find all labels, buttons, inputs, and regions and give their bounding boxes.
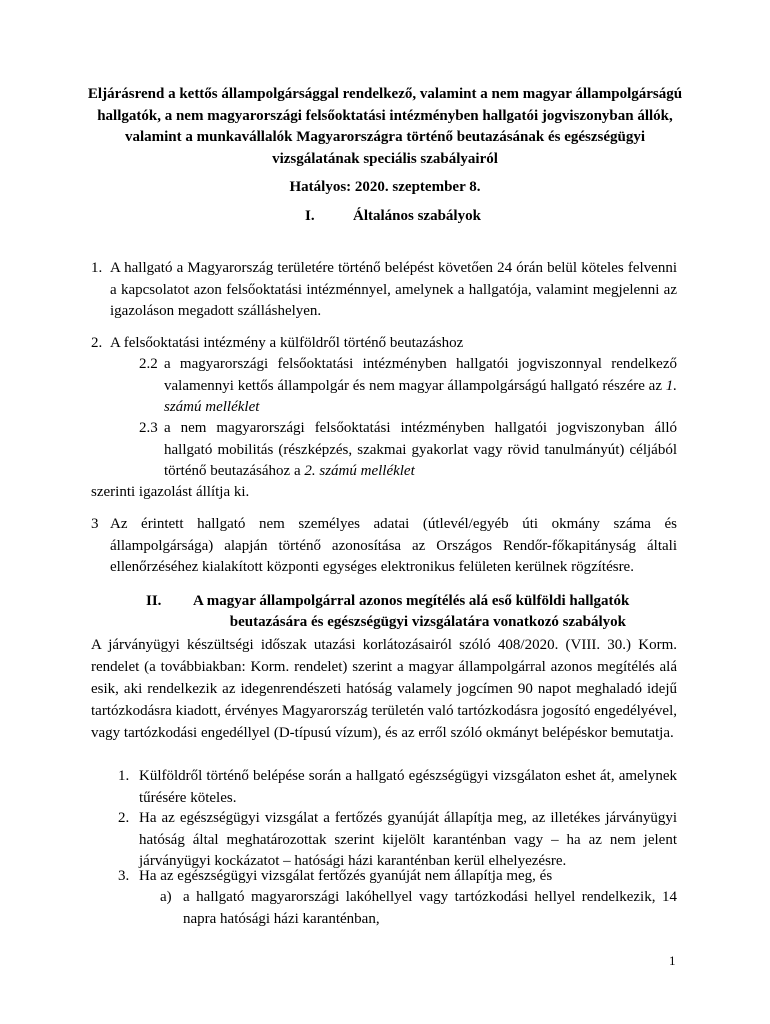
item-2-2-text bbox=[164, 354, 677, 419]
section-2-intro: A járványügyi készültségi időszak utazási korlátozásairól szóló 408/2020. (VIII. 30.) Korm. rendelet (a továbbiakban: Korm. rendelet) szerint a magyar állampolgárral azonos megítélés alá esik, aki rendelkezik az idegenrendészeti hatóság valamely jogcímen 90 napot meghaladó idejű tartózkodásra kiadott, érvényes Magyarország területén való tartózkodásra jogosító engedélyével, vagy tartózkodási engedéllyel (D-típusú vízum), és az erről szóló okmányt belépéskor bemutatja. bbox=[91, 637, 677, 741]
item-2-marker: 2. bbox=[91, 335, 103, 351]
item-2-text: A felsőoktatási intézmény a külföldről történő beutazáshoz bbox=[110, 335, 464, 351]
s2-item-2-text: Ha az egészségügyi vizsgálat a fertőzés gyanúját állapítja meg, az illetékes járványügyi hatóság által meghatározottak szerint kijelölt karanténban vagy – ha az nem jelent járványügyi kockázatot – hatósági házi karanténban kerül elhelyezésre. bbox=[139, 810, 677, 869]
item-3-marker: 3 bbox=[91, 516, 99, 532]
item-2-closing: szerinti igazolást állítja ki. bbox=[91, 484, 250, 500]
item-2-3-body: a nem magyarországi felsőoktatási intézményben hallgatói jogviszonyban álló hallgató mobilitás (részképzés, szakmai gyakorlat vagy rövid tanulmányút) céljából történő beutazásához a bbox=[164, 420, 677, 479]
document-title: Eljárásrend a kettős állampolgársággal rendelkező, valamint a nem magyar állampolgárságú hallgatók, a nem magyarországi felsőoktatási intézményben hallgatói jogviszonyban állók, valamint a munkavállalók Magyarországra történő beutazásának és egészségügyi vizsgálatának speciális szabályairól bbox=[87, 86, 683, 167]
section-2-number: II. bbox=[146, 593, 162, 609]
section-1-title: Általános szabályok bbox=[353, 208, 481, 224]
s2-item-3-text: Ha az egészségügyi vizsgálat fertőzés gyanúját nem állapítja meg, és bbox=[139, 868, 553, 884]
section-2-title-line-2: beutazására és egészségügyi vizsgálatára vonatkozó szabályok bbox=[229, 614, 626, 630]
annex-1-reference: 1. számú melléklet bbox=[164, 377, 678, 415]
s2-subitem-a-text: a hallgató magyarországi lakóhellyel vagy tartózkodási hellyel rendelkezik, 14 napra hatósági házi karanténban, bbox=[183, 889, 677, 927]
s2-subitem-a-marker: a) bbox=[160, 889, 172, 905]
item-2-2-body: a magyarországi felsőoktatási intézményben hallgatói jogviszonnyal rendelkező valamennyi kettős állampolgár és nem magyar állampolgárságú hallgató részére az bbox=[164, 356, 677, 394]
item-3-text: Az érintett hallgató nem személyes adatai (útlevél/egyéb úti okmány száma és állampolgársága) alapján történő azonosítása az Országos Rendőr-főkapitányság általi ellenőrzéséhez kialakított központi egységes elektronikus felületen kerülnek rögzítésre. bbox=[110, 516, 677, 575]
item-2-3-marker: 2.3 bbox=[139, 420, 158, 436]
item-2-2-marker: 2.2 bbox=[139, 356, 158, 372]
annex-2-reference: 2. számú melléklet bbox=[304, 463, 415, 479]
item-1-text: A hallgató a Magyarország területére történő belépést követően 24 órán belül köteles felvenni a kapcsolatot azon felsőoktatási intézménnyel, amelynek a hallgatója, valamint megjelenni az igazoláson megadott szálláshelyen. bbox=[110, 260, 677, 319]
page-number: 1 bbox=[669, 953, 676, 968]
item-2-3-text bbox=[164, 418, 677, 483]
item-1-marker: 1. bbox=[91, 260, 103, 276]
section-2-title-line-1: A magyar állampolgárral azonos megítélés alá eső külföldi hallgatók bbox=[193, 593, 630, 609]
s2-item-3-marker: 3. bbox=[118, 868, 130, 884]
s2-item-1-text: Külföldről történő belépése során a hallgató egészségügyi vizsgálaton eshet át, amelynek tűrésére köteles. bbox=[139, 768, 677, 806]
section-1-number: I. bbox=[305, 208, 315, 224]
s2-item-1-marker: 1. bbox=[118, 768, 130, 784]
effective-date: Hatályos: 2020. szeptember 8. bbox=[289, 179, 481, 195]
s2-item-2-marker: 2. bbox=[118, 810, 130, 826]
